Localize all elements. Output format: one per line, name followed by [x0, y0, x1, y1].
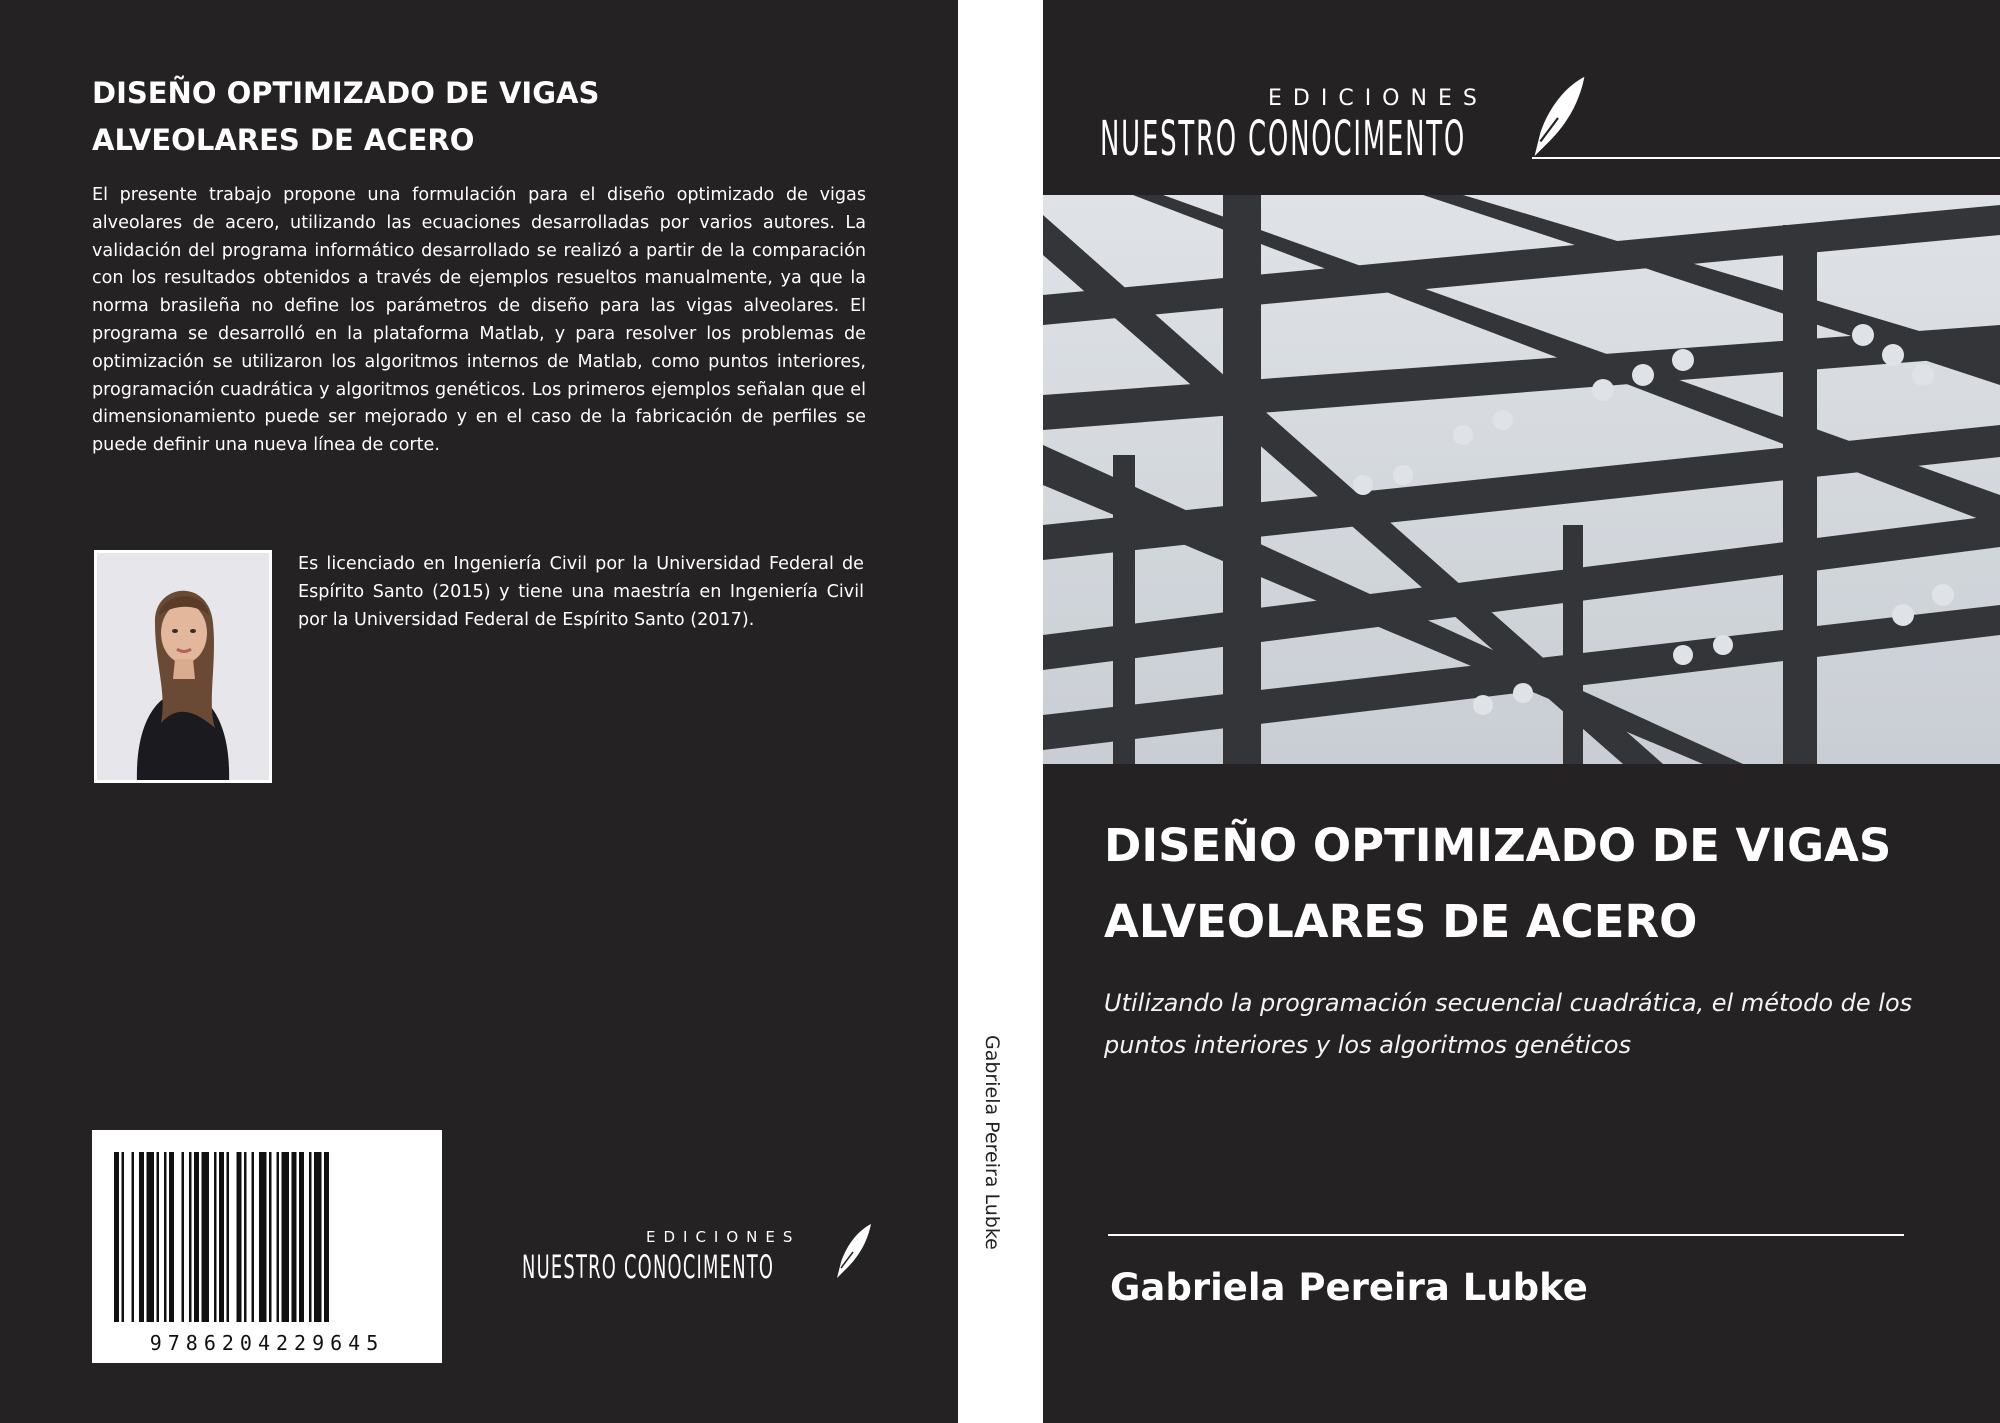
barcode-bar — [139, 1152, 144, 1322]
barcode-bar — [189, 1152, 192, 1322]
barcode-bar — [219, 1152, 224, 1322]
isbn-barcode — [92, 1130, 442, 1363]
barcode-bars — [92, 1148, 442, 1348]
barcode-bar — [244, 1152, 247, 1322]
publisher-rule — [1532, 157, 2000, 159]
front-cover-title: DISEÑO OPTIMIZADO DE VIGAS ALVEOLARES DE ACERO — [1104, 819, 1892, 948]
author-portrait-image — [97, 553, 269, 780]
front-cover-subtitle: Utilizando la programación secuencial cuadrática, el método de los puntos interiores y los algoritmos genéticos — [1104, 989, 1913, 1059]
barcode-bar — [202, 1152, 210, 1322]
fountain-pen-nib-icon — [1528, 74, 1588, 162]
barcode-bar — [194, 1152, 199, 1322]
author-divider — [1108, 1234, 1904, 1236]
publisher-line2: NUESTRO CONOCIMENTO — [522, 1248, 775, 1286]
barcode-bar — [164, 1152, 167, 1322]
barcode-bar — [157, 1152, 160, 1322]
barcode-bar — [252, 1152, 255, 1322]
barcode-bar — [182, 1152, 185, 1322]
barcode-bar — [214, 1152, 217, 1322]
back-cover-title: DISEÑO OPTIMIZADO DE VIGAS ALVEOLARES DE ACERO — [92, 76, 600, 157]
barcode-bar — [269, 1152, 272, 1322]
barcode-bar — [277, 1152, 280, 1322]
isbn-digits: 9786204229645 — [149, 1331, 385, 1355]
steel-beams-cover-image — [1043, 195, 2000, 764]
front-cover-author: Gabriela Pereira Lubke — [1110, 1266, 1588, 1309]
fountain-pen-nib-icon — [832, 1222, 874, 1282]
publisher-logo-front — [1100, 86, 1710, 167]
barcode-bar — [114, 1152, 119, 1322]
author-photo — [94, 550, 272, 783]
barcode-bar — [122, 1152, 125, 1322]
barcode-bar — [132, 1152, 135, 1322]
barcode-bar — [292, 1152, 297, 1322]
author-bio: Es licenciado en Ingeniería Civil por la Universidad Federal de Espírito Santo (2015) y tiene una maestría en Ingeniería Civil por la Universidad Federal de Espírito Santo (2017). — [298, 554, 864, 630]
barcode-bar — [227, 1152, 230, 1322]
publisher-line1-front: EDICIONES — [1268, 86, 1488, 111]
publisher-line1: EDICIONES — [646, 1228, 801, 1246]
barcode-bar — [309, 1152, 312, 1322]
publisher-line2-front: NUESTRO CONOCIMENTO — [1100, 111, 1467, 167]
back-cover-description: El presente trabajo propone una formulación para el diseño optimizado de vigas alveolares de acero, utilizando las ecuaciones desarrolladas por varios autores. La validación del programa informático desarrollado se realizó a partir de la comparación con los resultados obtenidos a través de ejemplos resueltos manualmente, ya que la norma brasileña no define los parámetros de diseño para las vigas alveolares. El programa se desarrolló en la plataforma Matlab, y para resolver los problemas de optimización se utilizaron los algoritmos internos de Matlab, como puntos interiores, programación cuadrática y algoritmos genéticos. Los primeros ejemplos señalan que el dimensionamiento puede ser mejorado y en el caso de la fabricación de perfiles se puede definir una nueva línea de corte. — [92, 185, 866, 456]
barcode-bar — [324, 1152, 329, 1322]
barcode-bar — [169, 1152, 174, 1322]
barcode-bar — [314, 1152, 322, 1322]
barcode-bar — [299, 1152, 304, 1322]
barcode-bar — [259, 1152, 267, 1322]
back-cover — [0, 0, 958, 1423]
barcode-bar — [147, 1152, 155, 1322]
barcode-bar — [282, 1152, 290, 1322]
spine-author: Gabriela Pereira Lubke — [981, 1035, 1003, 1250]
barcode-bar — [237, 1152, 242, 1322]
